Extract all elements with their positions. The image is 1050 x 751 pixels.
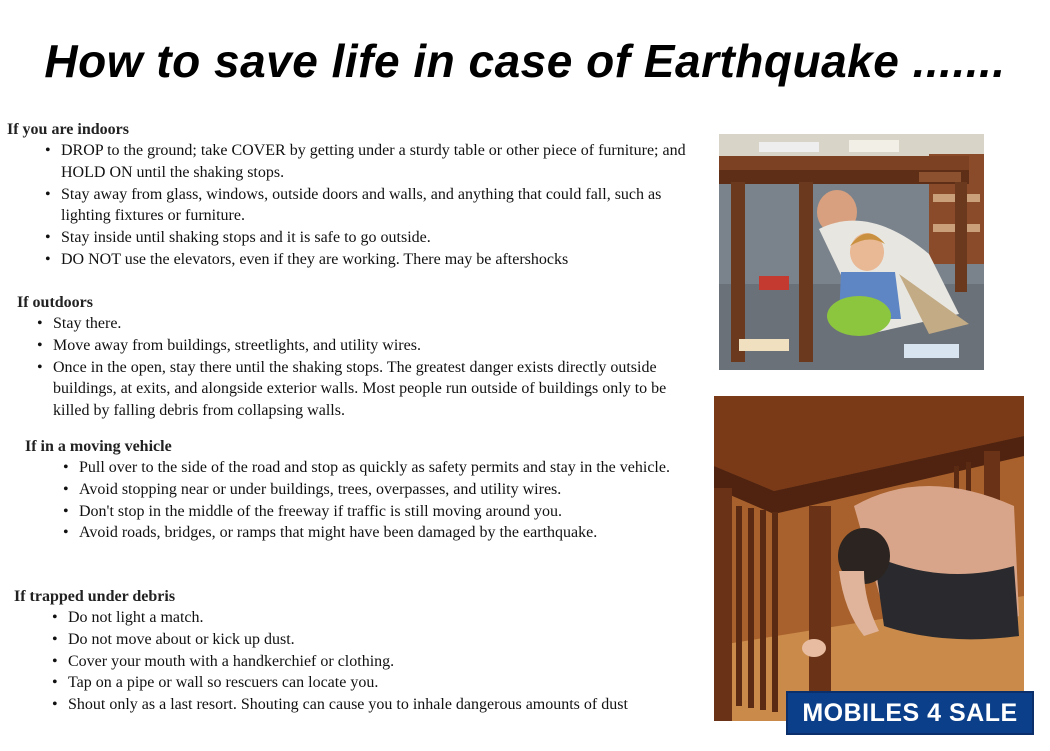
section-trapped xyxy=(14,587,728,716)
photo-person-under-table xyxy=(714,396,1024,721)
photo-family-under-desk xyxy=(719,134,984,370)
section-vehicle xyxy=(25,437,699,544)
list-item: • Stay away from glass, windows, outside doors and walls, and anything that could fall, such as lighting fixtures or furniture. xyxy=(61,184,691,228)
list-item: • Move away from buildings, streetlights, and utility wires. xyxy=(53,335,693,357)
list-item: • Don't stop in the middle of the freeway if traffic is still moving around you. xyxy=(79,501,699,523)
section-outdoors xyxy=(17,293,693,422)
section-heading: If outdoors xyxy=(17,294,94,311)
watermark-logo xyxy=(786,691,1034,735)
list-item: • DROP to the ground; take COVER by getting under a sturdy table or other piece of furniture; and HOLD ON until the shaking stops. xyxy=(61,140,691,184)
bullet-list xyxy=(68,607,728,716)
list-item: • Once in the open, stay there until the shaking stops. The greatest danger exists directly outside buildings, at exits, and alongside exterior walls. Most people run outside of buildings only to be killed by falling debris from collapsing walls. xyxy=(53,357,693,422)
section-indoors xyxy=(7,120,691,271)
list-item: • Shout only as a last resort. Shouting can cause you to inhale dangerous amounts of dust xyxy=(68,694,728,716)
section-heading: If in a moving vehicle xyxy=(25,438,172,455)
section-heading: If trapped under debris xyxy=(14,588,176,605)
list-item: • Stay there. xyxy=(53,313,693,335)
list-item: • Pull over to the side of the road and stop as quickly as safety permits and stay in the vehicle. xyxy=(79,457,699,479)
section-heading: If you are indoors xyxy=(7,121,129,138)
page-title: How to save life in case of Earthquake ....... xyxy=(44,35,1006,87)
list-item: • Tap on a pipe or wall so rescuers can locate you. xyxy=(68,672,728,694)
list-item: • Avoid roads, bridges, or ramps that might have been damaged by the earthquake. xyxy=(79,522,699,544)
list-item: • Avoid stopping near or under buildings, trees, overpasses, and utility wires. xyxy=(79,479,699,501)
list-item: • Do not light a match. xyxy=(68,607,728,629)
bullet-list xyxy=(53,313,693,422)
list-item: • Stay inside until shaking stops and it is safe to go outside. xyxy=(61,227,691,249)
bullet-list xyxy=(79,457,699,544)
list-item: • Do not move about or kick up dust. xyxy=(68,629,728,651)
watermark-text: MOBILES 4 SALE xyxy=(802,698,1018,727)
bullet-list xyxy=(61,140,691,271)
list-item: • Cover your mouth with a handkerchief or clothing. xyxy=(68,651,728,673)
list-item: • DO NOT use the elevators, even if they are working. There may be aftershocks xyxy=(61,249,691,271)
